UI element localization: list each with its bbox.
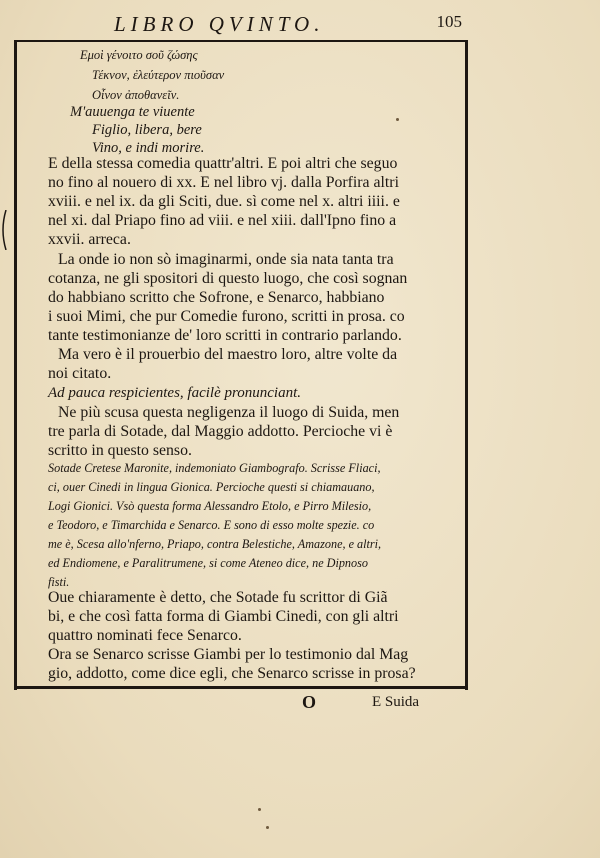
latin-quote: Ad pauca respicientes, facilè pronunciant. <box>48 385 302 401</box>
greek-verse-line: Εμοὶ γένοιτο σοῦ ζώσης <box>80 48 198 62</box>
running-title: LIBRO QVINTO. <box>114 12 325 36</box>
italian-verse-line: M'auuenga te viuente <box>70 104 195 120</box>
body-line: Ma vero è il prouerbio del maestro loro, altre volte da <box>58 346 398 363</box>
frame-bottom-rule <box>14 686 468 689</box>
paper-speck <box>258 808 261 811</box>
greek-verse-line: Οἶνον ἀποθανεῖν. <box>92 88 180 102</box>
quote-line: ci, ouer Cinedi in lingua Gionica. Percioche questi si chiamauano, <box>48 480 375 494</box>
quote-line: ed Endiomene, e Paralitrumene, si come Ateneo dice, ne Dipnoso <box>48 556 368 570</box>
quote-line: e Teodoro, e Timarchida e Senarco. E sono di esso molte spezie. co <box>48 518 375 532</box>
greek-verse-line: Τέκνον, ἐλεύτερον πιοῦσαν <box>92 68 225 82</box>
body-line: Ne più scusa questa negligenza il luogo di Suida, men <box>58 404 400 421</box>
body-line: xviii. e nel ix. da gli Sciti, due. sì come nel x. altri iiii. e <box>48 193 400 210</box>
body-line: Oue chiaramente è detto, che Sotade fu scrittor di Giã <box>48 589 388 606</box>
quote-line: Sotade Cretese Maronite, indemoniato Giambografo. Scrisse Fliaci, <box>48 461 381 475</box>
page-number: 105 <box>436 12 462 31</box>
quote-line: me è, Scesa allo'nferno, Priapo, contra Belestiche, Amazone, e altri, <box>48 537 382 551</box>
body-line: do habbiano scritto che Sofrone, e Senarco, habbiano <box>48 289 385 306</box>
paper-speck <box>396 118 399 121</box>
body-line: Ora se Senarco scrisse Giambi per lo testimonio dal Mag <box>48 646 409 663</box>
body-line: nel xi. dal Priapo fino ad viii. e nel xiii. dall'Ipno fino a <box>48 212 397 229</box>
body-line: tre parla di Sotade, dal Maggio addotto. Percioche vi è <box>48 423 393 440</box>
margin-bracket-mark <box>0 210 8 250</box>
body-line: cotanza, ne gli spositori di questo luogo, che così sognan <box>48 270 408 287</box>
body-line: noi citato. <box>48 365 112 382</box>
body-line: xxvii. arreca. <box>48 231 131 248</box>
body-line: scritto in questo senso. <box>48 442 192 459</box>
signature-mark: O <box>302 692 317 712</box>
body-line: La onde io non sò imaginarmi, onde sia nata tanta tra <box>58 251 394 268</box>
italian-verse-line: Vino, e indi morire. <box>92 140 205 156</box>
page-footer <box>0 692 600 716</box>
body-line: bi, e che così fatta forma di Giambi Cinedi, con gli altri <box>48 608 399 625</box>
quote-line: Logi Gionici. Vsò questa forma Alessandro Etolo, e Pirro Milesio, <box>48 499 372 513</box>
body-line: no fino al nouero di xx. E nel libro vj. dalla Porfira altri <box>48 174 399 191</box>
body-line: gio, addotto, come dice egli, che Senarco scrisse in prosa? <box>48 665 416 682</box>
italian-verse-line: Figlio, libera, bere <box>92 122 202 138</box>
body-line: tante testimonianze de' loro scritti in contrario parlando. <box>48 327 402 344</box>
quote-line: fisti. <box>48 575 70 589</box>
body-line: quattro nominati fece Senarco. <box>48 627 242 644</box>
running-header <box>14 6 466 40</box>
body-line: E della stessa comedia quattr'altri. E poi altri che seguo <box>48 155 398 172</box>
catchword: E Suida <box>372 694 420 710</box>
paper-speck <box>266 826 269 829</box>
body-line: i suoi Mimi, che pur Comedie furono, scritti in prosa. co <box>48 308 405 325</box>
